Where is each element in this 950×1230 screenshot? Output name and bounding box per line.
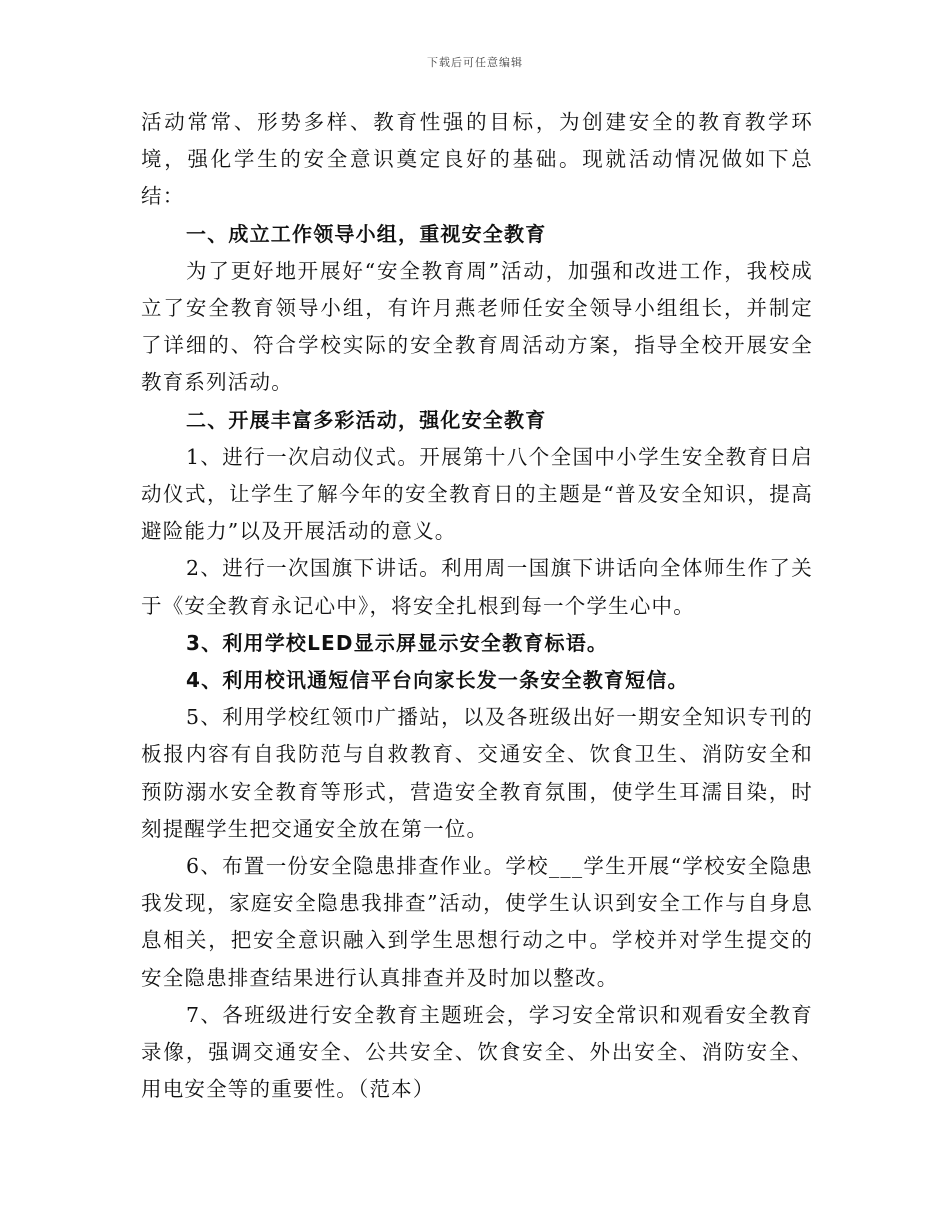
header-note: 下载后可任意编辑 [427,56,523,69]
section-heading-1: 一、成立工作领导小组，重视安全教育 [186,221,547,246]
list-item-1: 1、进行一次启动仪式。开展第十八个全国中小学生安全教育日启动仪式，让学生了解今年的安全教育日的主题是“普及安全知识，提高避险能力”以及开展活动的意义。 [141,444,813,544]
list-item-6: 6、布置一份安全隐患排查作业。学校___学生开展“学校安全隐患我发现，家庭安全隐患我排查”活动，使学生认识到安全工作与自身息息相关，把安全意识融入到学生思想行动之中。学校并对学生提交的安全隐患排查结果进行认真排查并及时加以整改。 [141,854,813,990]
list-item-5: 5、利用学校红领巾广播站，以及各班级出好一期安全知识专刊的板报内容有自我防范与自救教育、交通安全、饮食卫生、消防安全和预防溺水安全教育等形式，营造安全教育氛围，使学生耳濡目染，时刻提醒学生把交通安全放在第一位。 [141,705,813,841]
list-item-2: 2、进行一次国旗下讲话。利用周一国旗下讲话向全体师生作了关于《安全教育永记心中》，将安全扎根到每一个学生心中。 [141,556,813,618]
list-item-3: 3、利用学校LED显示屏显示安全教育标语。 [186,630,609,655]
paragraph-section-1: 为了更好地开展好“安全教育周”活动，加强和改进工作，我校成立了安全教育领导小组，有许月燕老师任安全领导小组组长，并制定了详细的、符合学校实际的安全教育周活动方案，指导全校开展安全教育系列活动。 [141,258,813,395]
list-item-4: 4、利用校讯通短信平台向家长发一条安全教育短信。 [186,668,689,693]
list-item-7: 7、各班级进行安全教育主题班会，学习安全常识和观看安全教育录像，强调交通安全、公共安全、饮食安全、外出安全、消防安全、用电安全等的重要性。（范本） [141,1002,813,1102]
document-body [141,104,813,1108]
section-heading-2: 二、开展丰富多彩活动，强化安全教育 [186,407,547,432]
paragraph-intro-continuation: 活动常常、形势多样、教育性强的目标，为创建安全的教育教学环境，强化学生的安全意识奠定良好的基础。现就活动情况做如下总结： [141,110,813,209]
